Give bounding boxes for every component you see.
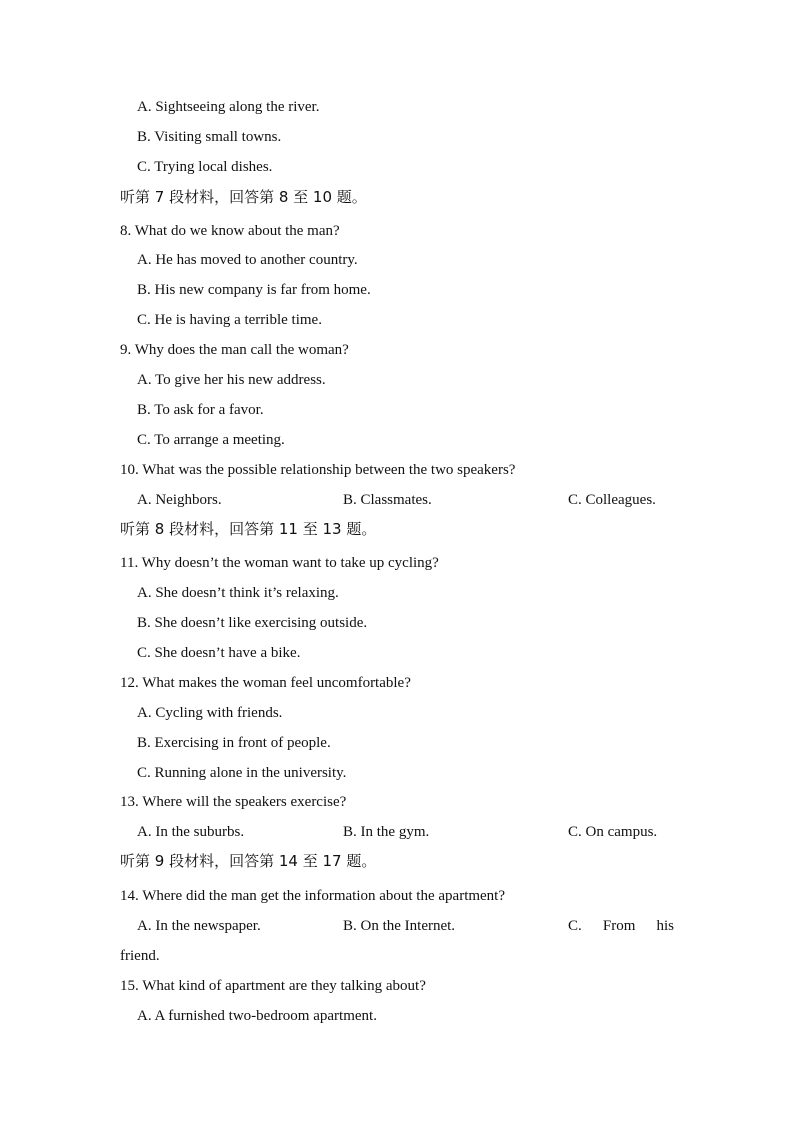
question-13: 13. Where will the speakers exercise? — [120, 794, 347, 810]
option-b: B. Visiting small towns. — [137, 129, 282, 145]
q9-option-b: B. To ask for a favor. — [137, 402, 264, 418]
q13-option-b: B. In the gym. — [343, 824, 430, 840]
q14-option-a: A. In the newspaper. — [137, 918, 261, 934]
q10-option-c: C. Colleagues. — [568, 492, 656, 508]
q12-option-c: C. Running alone in the university. — [137, 765, 347, 781]
q8-option-a: A. He has moved to another country. — [137, 252, 358, 268]
q12-option-a: A. Cycling with friends. — [137, 705, 283, 721]
question-8: 8. What do we know about the man? — [120, 223, 340, 239]
q9-option-a: A. To give her his new address. — [137, 372, 326, 388]
q11-option-c: C. She doesn’t have a bike. — [137, 645, 301, 661]
q8-option-b: B. His new company is far from home. — [137, 282, 371, 298]
q9-option-c: C. To arrange a meeting. — [137, 432, 285, 448]
q10-option-b: B. Classmates. — [343, 492, 432, 508]
q15-option-a: A. A furnished two-bedroom apartment. — [137, 1008, 377, 1024]
question-9: 9. Why does the man call the woman? — [120, 342, 349, 358]
question-10: 10. What was the possible relationship between the two speakers? — [120, 462, 516, 478]
question-11: 11. Why doesn’t the woman want to take up cycling? — [120, 555, 439, 571]
q12-option-b: B. Exercising in front of people. — [137, 735, 331, 751]
option-a: A. Sightseeing along the river. — [137, 99, 320, 115]
q14-option-c-continued: friend. — [120, 948, 160, 964]
q14-option-c — [568, 916, 674, 936]
section-header-8: 听第 8 段材料，回答第 11 至 13 题。 — [120, 520, 377, 538]
option-c: C. Trying local dishes. — [137, 159, 273, 175]
question-12: 12. What makes the woman feel uncomfortable? — [120, 675, 411, 691]
section-header-9: 听第 9 段材料，回答第 14 至 17 题。 — [120, 852, 377, 870]
q13-option-a: A. In the suburbs. — [137, 824, 245, 840]
q14-option-c-word-2: his — [656, 918, 674, 934]
question-15: 15. What kind of apartment are they talking about? — [120, 978, 426, 994]
q14-option-c-word-1: From — [602, 918, 636, 934]
section-header-7: 听第 7 段材料，回答第 8 至 10 题。 — [120, 188, 367, 206]
q11-option-b: B. She doesn’t like exercising outside. — [137, 615, 368, 631]
q13-option-c: C. On campus. — [568, 824, 658, 840]
q14-option-c-letter: C. — [568, 918, 582, 934]
q14-option-b: B. On the Internet. — [343, 918, 456, 934]
q10-option-a: A. Neighbors. — [137, 492, 222, 508]
q8-option-c: C. He is having a terrible time. — [137, 312, 322, 328]
q11-option-a: A. She doesn’t think it’s relaxing. — [137, 585, 339, 601]
question-14: 14. Where did the man get the information about the apartment? — [120, 888, 506, 904]
